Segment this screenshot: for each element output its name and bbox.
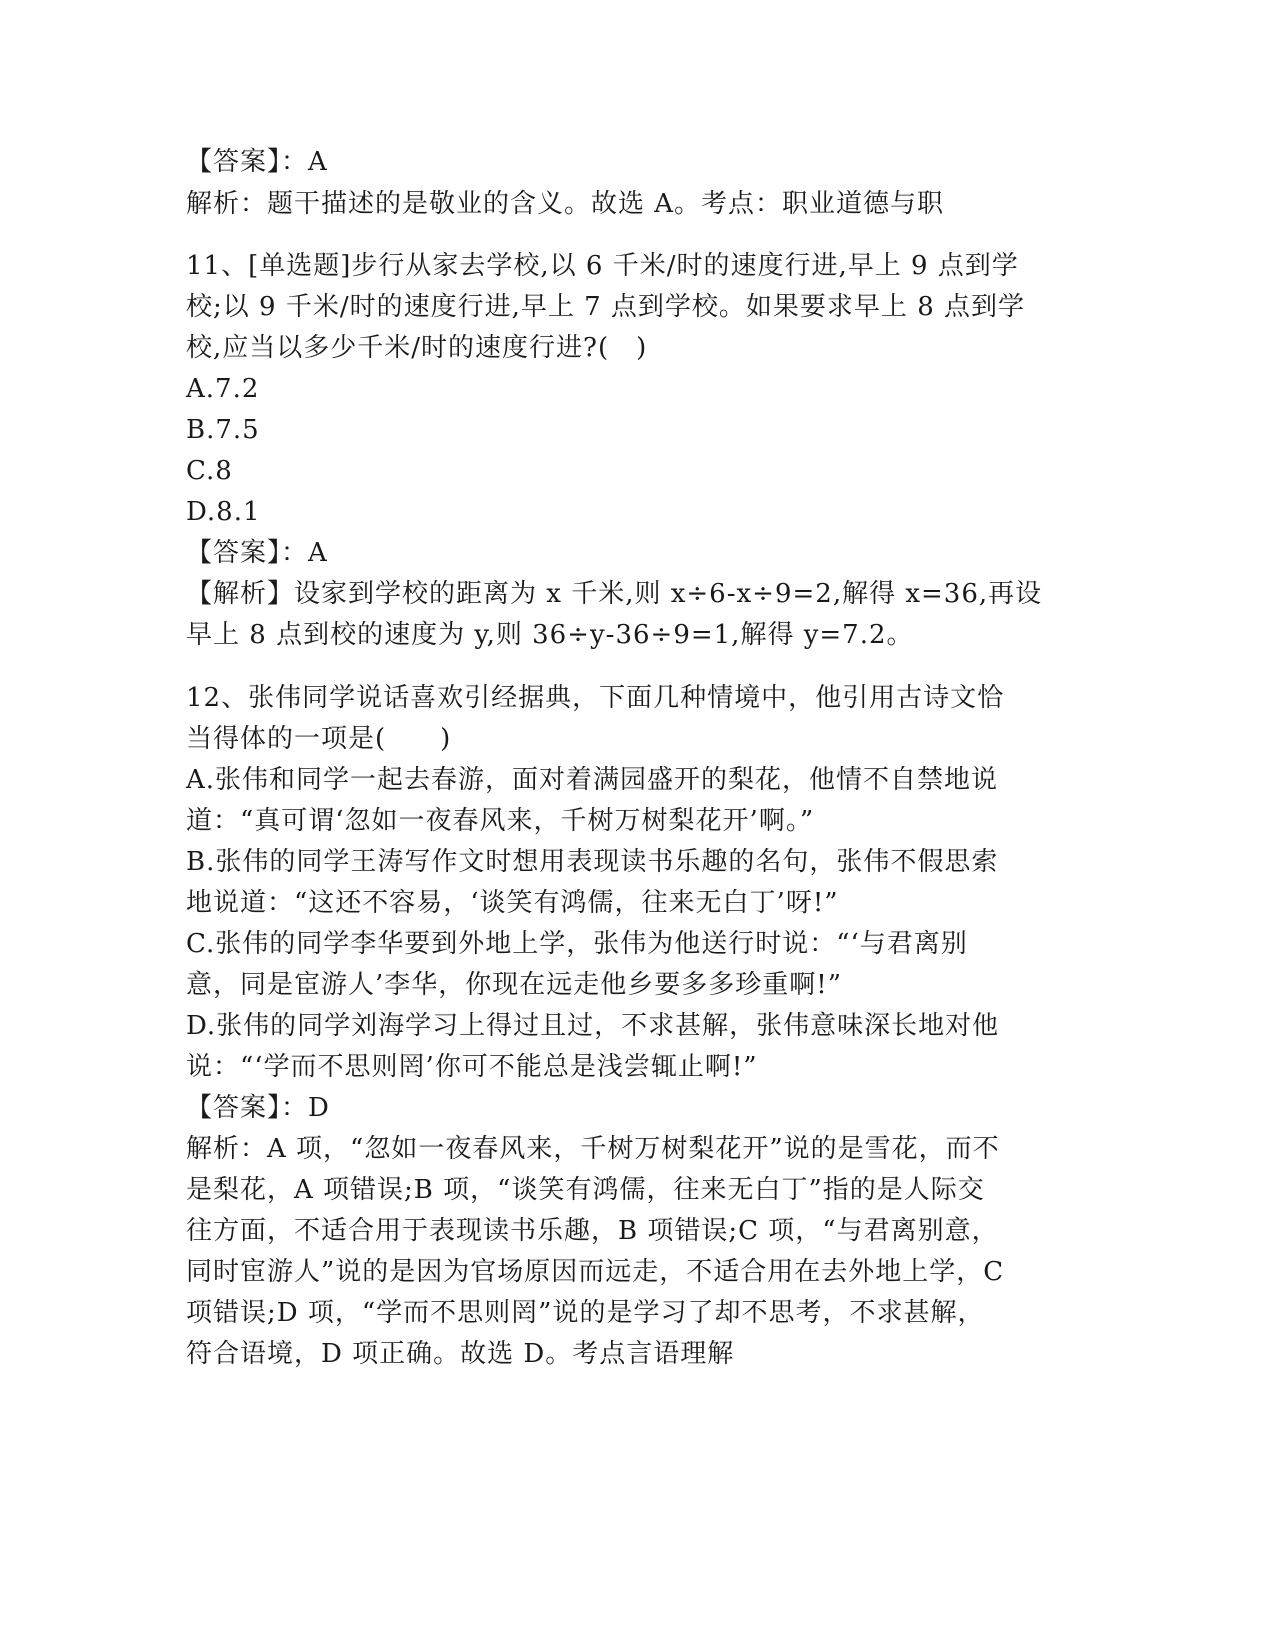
option-c: 意，同是宦游人’李华，你现在远走他乡要多多珍重啊!” xyxy=(186,970,843,1000)
question-11-text: 校,应当以多少千米/时的速度行进?( ) xyxy=(186,333,648,363)
option-a: A.张伟和同学一起去春游，面对着满园盛开的梨花，他情不自禁地说 xyxy=(186,765,999,795)
option-c: C.8 xyxy=(186,456,233,486)
answer-label: 【答案】：D xyxy=(186,1093,330,1123)
question-11-text: 校;以 9 千米/时的速度行进,早上 7 点到学校。如果要求早上 8 点到学 xyxy=(186,292,1025,322)
analysis-text: 符合语境，D 项正确。故选 D。考点言语理解 xyxy=(186,1339,735,1369)
option-d: D.8.1 xyxy=(186,497,261,527)
analysis-text: 【解析】设家到学校的距离为 x 千米,则 x÷6-x÷9=2,解得 x=36,再设 xyxy=(186,579,1043,609)
option-c: C.张伟的同学李华要到外地上学，张伟为他送行时说：“‘与君离别 xyxy=(186,929,968,959)
analysis-text: 解析：A 项，“忽如一夜春风来，千树万树梨花开”说的是雪花，而不 xyxy=(186,1134,1000,1164)
answer-label: 【答案】：A xyxy=(186,147,328,177)
option-b: 地说道：“这还不容易，‘谈笑有鸿儒，往来无白丁’呀!” xyxy=(186,888,839,918)
analysis-text: 是梨花，A 项错误;B 项，“谈笑有鸿儒，往来无白丁”指的是人际交 xyxy=(186,1175,985,1205)
analysis-text: 往方面，不适合用于表现读书乐趣，B 项错误;C 项，“与君离别意， xyxy=(186,1216,999,1246)
analysis-text: 解析：题干描述的是敬业的含义。故选 A。考点：职业道德与职 xyxy=(186,189,945,219)
option-d: D.张伟的同学刘海学习上得过且过，不求甚解，张伟意味深长地对他 xyxy=(186,1011,1000,1041)
option-b: B.7.5 xyxy=(186,415,260,445)
option-a: A.7.2 xyxy=(186,374,260,404)
question-12-text: 当得体的一项是( ) xyxy=(186,724,452,754)
option-b: B.张伟的同学王涛写作文时想用表现读书乐趣的名句，张伟不假思索 xyxy=(186,847,999,877)
question-11-text: 11、[单选题]步行从家去学校,以 6 千米/时的速度行进,早上 9 点到学 xyxy=(186,251,1019,281)
question-12-text: 12、张伟同学说话喜欢引经据典，下面几种情境中，他引用古诗文恰 xyxy=(186,683,1005,713)
analysis-text: 早上 8 点到校的速度为 y,则 36÷y-36÷9=1,解得 y=7.2。 xyxy=(186,620,914,650)
answer-label: 【答案】：A xyxy=(186,538,328,568)
option-d: 说：“‘学而不思则罔’你可不能总是浅尝辄止啊!” xyxy=(186,1052,758,1082)
analysis-text: 项错误;D 项，“学而不思则罔”说的是学习了却不思考，不求甚解， xyxy=(186,1298,985,1328)
analysis-text: 同时宦游人”说的是因为官场原因而远走，不适合用在去外地上学，C xyxy=(186,1257,1005,1287)
option-a: 道：“真可谓‘忽如一夜春风来，千树万树梨花开’啊。” xyxy=(186,806,815,836)
